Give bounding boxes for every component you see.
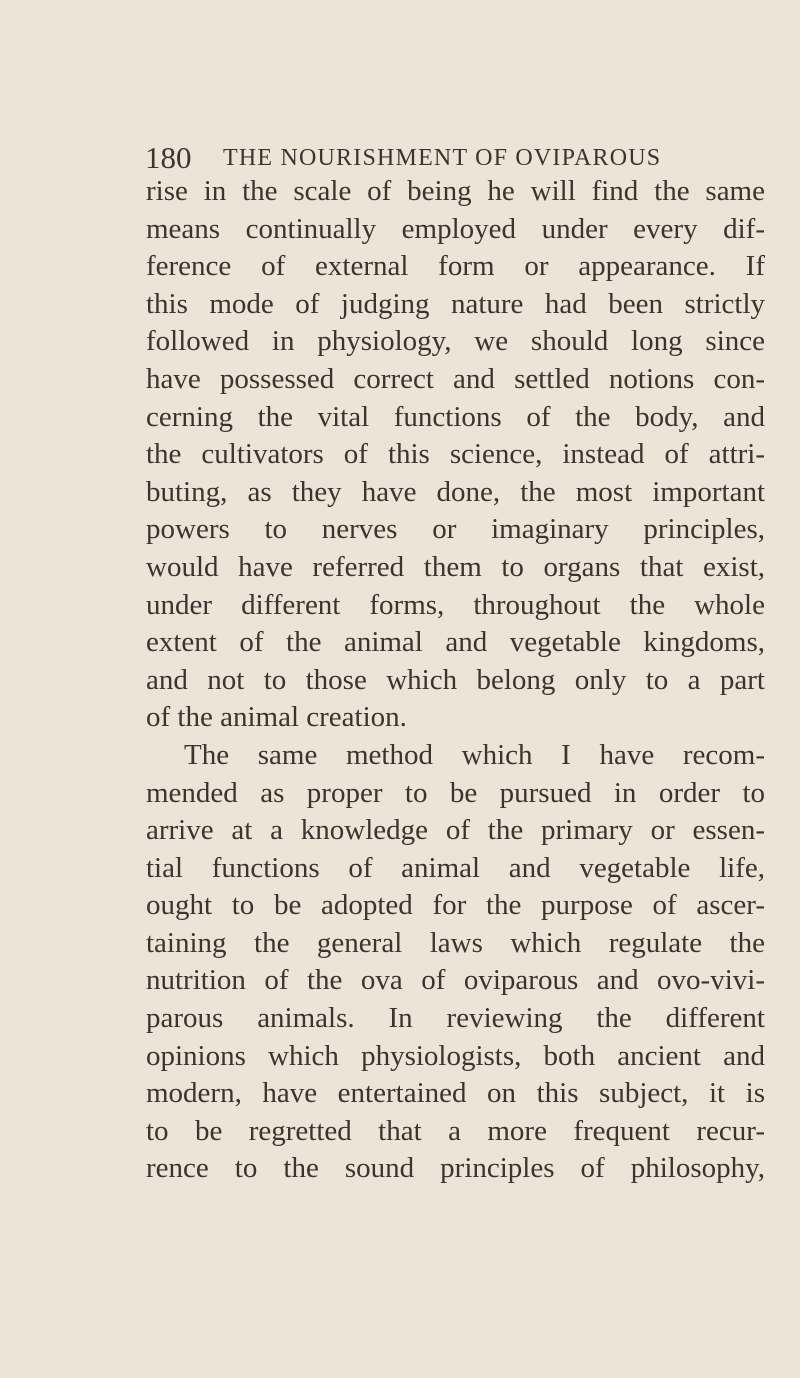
text-line: of the animal creation.	[146, 701, 407, 734]
text-line: The same method which I have recom-	[184, 738, 765, 771]
text-line: to be regretted that a more frequent recur-	[146, 1114, 765, 1147]
text-line: the cultivators of this science, instead of attri-	[146, 438, 765, 471]
text-line: nutrition of the ova of oviparous and ovo-vivi-	[146, 964, 765, 997]
text-line: this mode of judging nature had been strictly	[146, 287, 765, 320]
text-line: arrive at a knowledge of the primary or essen-	[146, 814, 765, 847]
running-head-title: THE NOURISHMENT OF OVIPAROUS	[223, 145, 662, 171]
text-line: taining the general laws which regulate the	[146, 926, 765, 959]
text-line: rise in the scale of being he will find the same	[146, 175, 765, 207]
text-line: would have referred them to organs that exist,	[146, 550, 765, 583]
text-line: rence to the sound principles of philosophy,	[146, 1152, 765, 1185]
text-line: opinions which physiologists, both ancient and	[146, 1039, 765, 1072]
text-line: mended as proper to be pursued in order to	[146, 776, 765, 809]
page-number: 180	[145, 140, 192, 175]
text-line: ought to be adopted for the purpose of ascer-	[146, 889, 765, 922]
text-line: cerning the vital functions of the body, and	[146, 400, 765, 433]
text-line: extent of the animal and vegetable kingdoms,	[146, 626, 765, 659]
text-line: under different forms, throughout the whole	[146, 588, 765, 621]
text-line: means continually employed under every dif-	[146, 212, 765, 245]
text-line: buting, as they have done, the most important	[146, 475, 765, 508]
text-line: and not to those which belong only to a part	[146, 663, 765, 696]
body-text	[146, 173, 765, 1188]
text-line: parous animals. In reviewing the different	[146, 1002, 765, 1035]
text-line: ference of external form or appearance. If	[146, 250, 765, 283]
text-line: have possessed correct and settled notions con-	[146, 362, 765, 395]
text-line: followed in physiology, we should long since	[146, 325, 765, 358]
text-line: modern, have entertained on this subject, it is	[146, 1077, 765, 1110]
text-line: powers to nerves or imaginary principles,	[146, 513, 765, 546]
text-line: tial functions of animal and vegetable life,	[146, 851, 765, 884]
